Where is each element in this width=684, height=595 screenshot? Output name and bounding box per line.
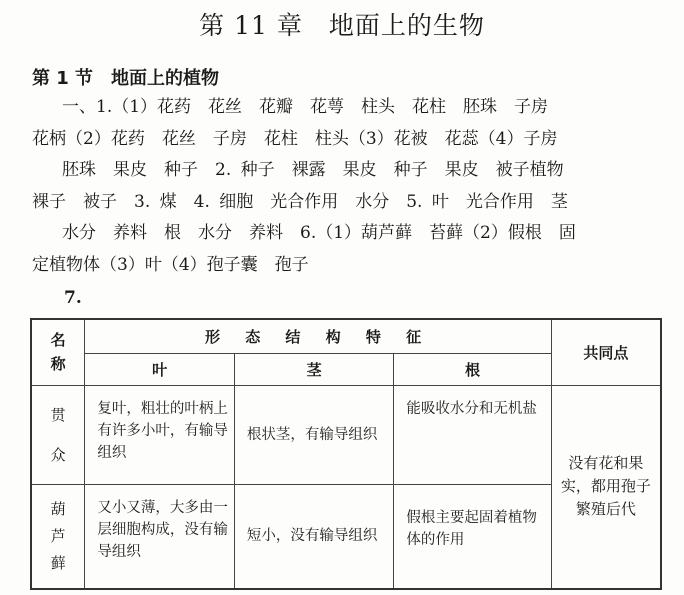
comparison-table bbox=[30, 318, 662, 590]
header-features bbox=[85, 319, 551, 353]
cell-root: 假根主要起固着植物体的作用 bbox=[394, 484, 551, 589]
row-name-char: 葫 bbox=[50, 499, 66, 518]
table-row bbox=[31, 385, 661, 484]
cell-root: 能吸收水分和无机盐 bbox=[394, 385, 551, 484]
answer-line: 水分 养料 根 水分 养料 6.（1）葫芦藓 苔藓（2）假根 固 bbox=[62, 223, 576, 243]
header-stem: 茎 bbox=[234, 353, 393, 385]
chapter-title: 第 11 章 地面上的生物 bbox=[199, 11, 485, 40]
row-name-char: 藓 bbox=[50, 553, 66, 572]
section-title: 第 1 节 地面上的植物 bbox=[32, 68, 220, 89]
cell-leaf: 又小又薄，大多由一层细胞构成，没有输导组织 bbox=[85, 484, 235, 589]
question-7-label: 7. bbox=[64, 288, 82, 308]
cell-stem: 根状茎，有输导组织 bbox=[234, 385, 393, 484]
header-root: 根 bbox=[394, 353, 551, 385]
answer-line: 花柄（2）花药 花丝 子房 花柱 柱头（3）花被 花蕊（4）子房 bbox=[32, 128, 558, 149]
answer-block bbox=[32, 92, 662, 281]
cell-leaf: 复叶，粗壮的叶柄上有许多小叶，有输导组织 bbox=[85, 385, 235, 484]
answer-line: 裸子 被子 3. 煤 4. 细胞 光合作用 水分 5. 叶 光合作用 茎 bbox=[32, 191, 568, 212]
header-features-text: 形 态 结 构 特 征 bbox=[204, 327, 432, 346]
row-name bbox=[31, 484, 85, 589]
header-name bbox=[31, 319, 85, 385]
row-name bbox=[31, 385, 85, 484]
row-name-char: 芦 bbox=[50, 526, 66, 545]
cell-common: 没有花和果实，都用孢子繁殖后代 bbox=[551, 385, 661, 589]
header-name-text: 名称 bbox=[50, 331, 66, 374]
row-name-char: 众 bbox=[50, 445, 66, 464]
answer-line: 一、1.（1）花药 花丝 花瓣 花萼 柱头 花柱 胚珠 子房 bbox=[62, 97, 549, 117]
header-leaf: 叶 bbox=[85, 353, 235, 385]
answer-line: 定植物体（3）叶（4）孢子囊 孢子 bbox=[32, 254, 309, 275]
row-name-char: 贯 bbox=[50, 405, 66, 424]
cell-stem: 短小，没有输导组织 bbox=[234, 484, 393, 589]
answer-line: 胚珠 果皮 种子 2. 种子 裸露 果皮 种子 果皮 被子植物 bbox=[62, 160, 564, 180]
header-common: 共同点 bbox=[551, 319, 661, 385]
